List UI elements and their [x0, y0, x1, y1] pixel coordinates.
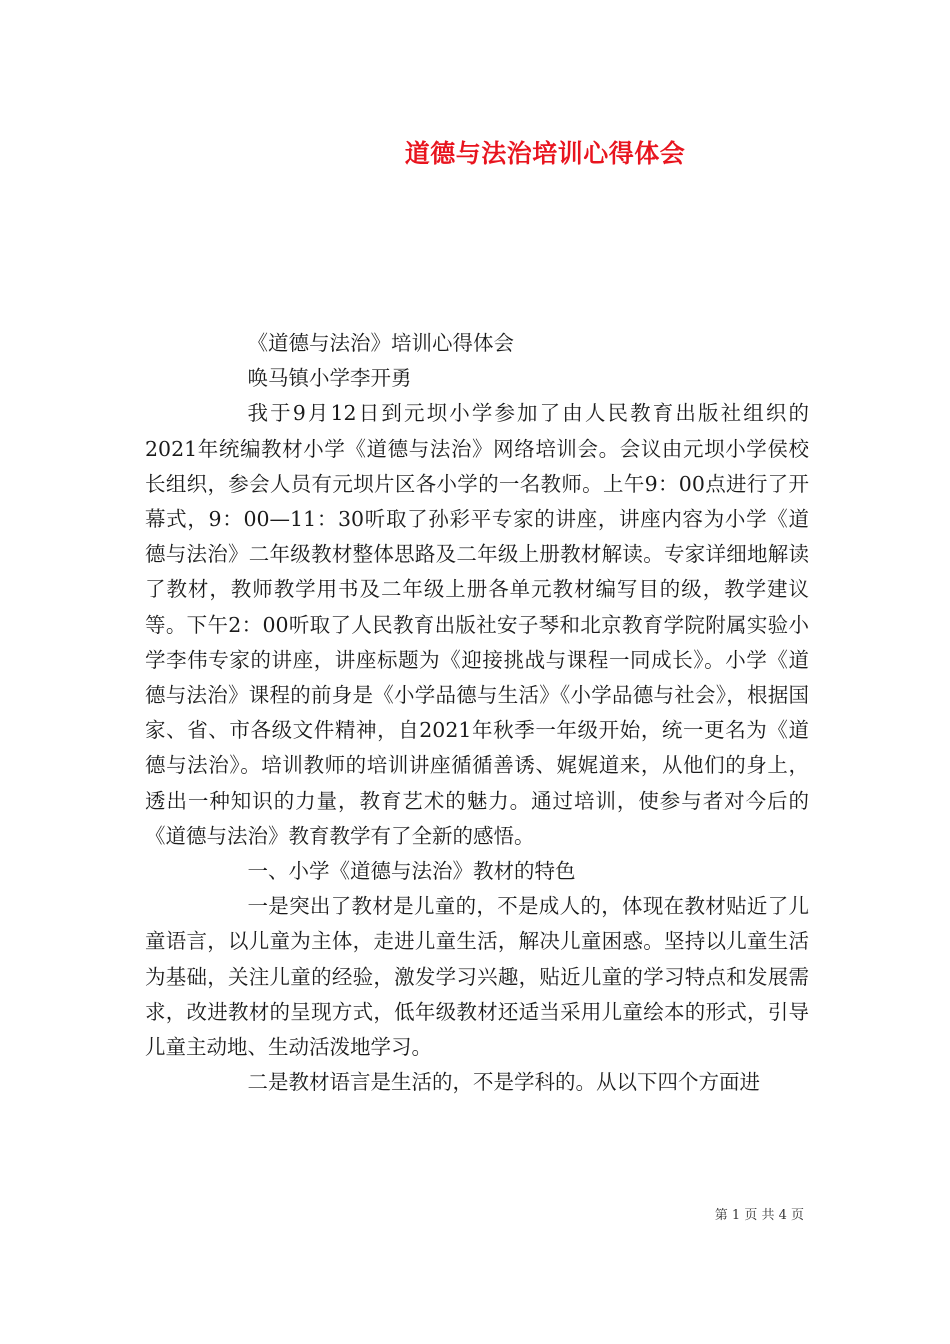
document-title: 道德与法治培训心得体会 — [404, 139, 686, 168]
paragraph-point-1: 一是突出了教材是儿童的，不是成人的，体现在教材贴近了儿童语言，以儿童为主体，走进儿童生活，解决儿童困惑。坚持以儿童生活为基础，关注儿童的经验，激发学习兴趣，贴近儿童的学习特点和发展需求，改进教材的呈现方式，低年级教材还适当采用儿童绘本的形式，引导儿童主动地、生动活泼地学习。 — [145, 894, 809, 1060]
section-heading-1: 一、小学《道德与法治》教材的特色 — [247, 859, 576, 884]
paragraph-intro: 我于9月12日到元坝小学参加了由人民教育出版社组织的2021年统编教材小学《道德与法治》网络培训会。会议由元坝小学侯校长组织，参会人员有元坝片区各小学的一名教师。上午9：00点进行了开幕式，9：00—11：30听取了孙彩平专家的讲座，讲座内容为小学《道德与法治》二年级教材整体思路及二年级上册教材解读。专家详细地解读了教材，教师教学用书及二年级上册各单元教材编写目的级，教学建议等。下午2：00听取了人民教育出版社安子琴和北京教育学院附属实验小学李伟专家的讲座，讲座标题为《迎接挑战与课程一同成长》。小学《道德与法治》课程的前身是《小学品德与生活》《小学品德与社会》，根据国家、省、市各级文件精神，自2021年秋季一年级开始，统一更名为《道德与法治》。培训教师的培训讲座循循善诱、娓娓道来，从他们的身上，透出一种知识的力量，教育艺术的魅力。通过培训，使参与者对今后的《道德与法治》教育教学有了全新的感悟。 — [145, 401, 809, 848]
document-author: 唤马镇小学李开勇 — [247, 366, 412, 391]
document-subtitle: 《道德与法治》培训心得体会 — [247, 331, 514, 355]
page-number-footer: 第 1 页 共 4 页 — [714, 1208, 804, 1223]
paragraph-point-2: 二是教材语言是生活的，不是学科的。从以下四个方面进 — [247, 1070, 760, 1095]
document-body — [145, 326, 809, 1100]
